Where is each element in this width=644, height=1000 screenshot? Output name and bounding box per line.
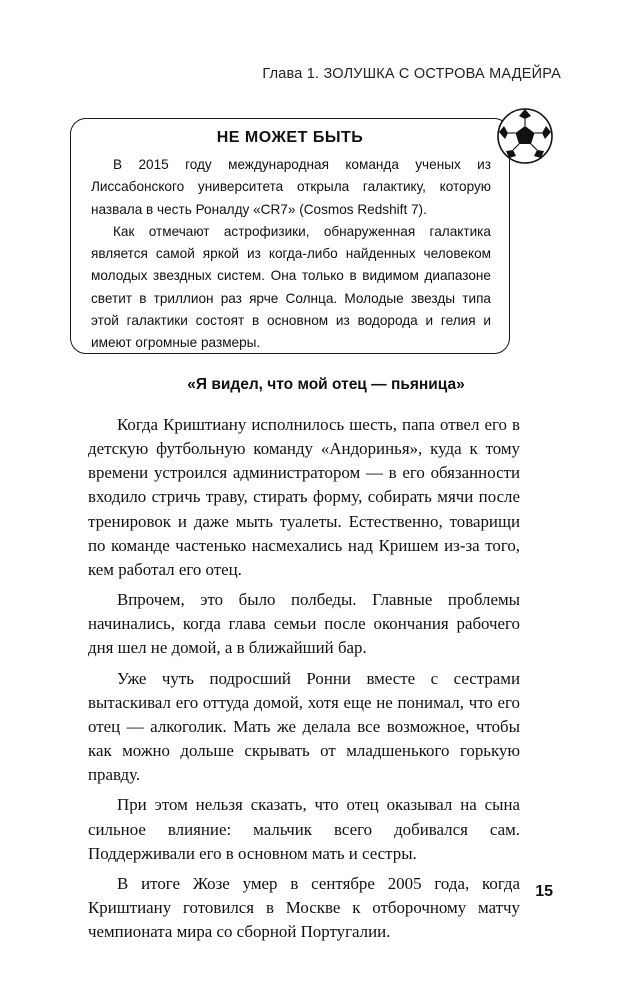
- body-paragraph: В итоге Жозе умер в сентябре 2005 года, когда Криштиану готовился в Москве к отборочному матчу чемпионата мира со сборной Португалии.: [88, 873, 520, 942]
- sidebar-title: НЕ МОЖЕТ БЫТЬ: [216, 129, 364, 146]
- body-paragraph: Когда Криштиану исполнилось шесть, папа отвел его в детскую футбольную команду «Андоринья», куда к тому времени устроился администратором — в его обязанности входило стричь траву, стирать форму, собирать мячи после тренировок и даже мыть туалеты. Естественно, товарищи по команде частенько насмехались над Кришем из-за того, кем работал его отец.: [88, 415, 520, 579]
- main-text: [88, 413, 520, 944]
- body-paragraph: Впрочем, это было полбеды. Главные проблемы начинались, когда глава семьи после окончания рабочего дня шел не домой, а в ближайший бар.: [88, 590, 520, 658]
- section-heading: «Я видел, что мой отец — пьяница»: [187, 376, 465, 393]
- sidebar-body: [91, 154, 491, 355]
- page-number: 15: [535, 883, 553, 900]
- sidebar-paragraph: В 2015 году международная команда ученых из Лиссабонского университета открыла галактику, которую назвала в честь Роналду «CR7» (Cosmos Redshift 7).: [91, 157, 491, 217]
- running-head: Глава 1. ЗОЛУШКА С ОСТРОВА МАДЕЙРА: [262, 66, 561, 82]
- body-paragraph: При этом нельзя сказать, что отец оказывал на сына сильное влияние: мальчик всего добивался сам. Поддерживали его в основном мать и сестры.: [88, 795, 520, 863]
- body-paragraph: Уже чуть подросший Ронни вместе с сестрами вытаскивал его оттуда домой, хотя еще не понимал, что его отец — алкоголик. Мать же делала все возможное, чтобы как можно дольше скрывать от младшенького горькую правду.: [88, 668, 520, 785]
- soccer-ball-icon: [495, 106, 555, 166]
- sidebar-box: [70, 118, 510, 354]
- sidebar-paragraph: Как отмечают астрофизики, обнаруженная галактика является самой яркой из когда-либо найденных человеком молодых звездных систем. Она только в видимом диапазоне светит в триллион раз ярче Солнца. Молодые звезды типа этой галактики состоят в основном из водорода и гелия и имеют огромные размеры.: [91, 223, 491, 351]
